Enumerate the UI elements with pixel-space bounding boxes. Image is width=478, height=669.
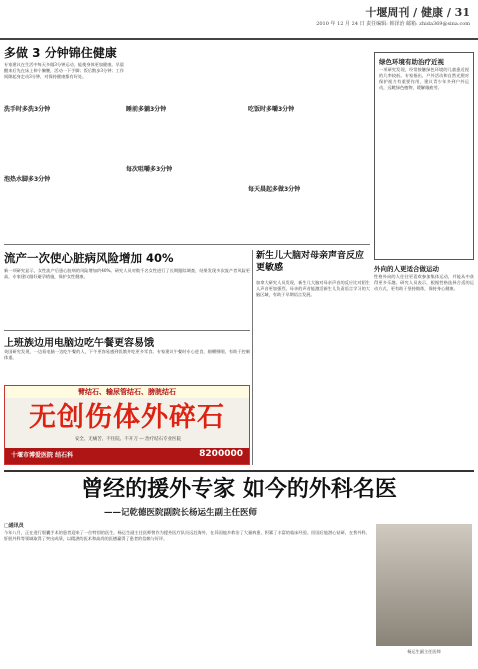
article-lunch-computer [4, 334, 250, 382]
article-headline: 新生儿大脑对母亲声音反应更敏感 [256, 251, 365, 273]
article-headline: 上班族边用电脑边吃午餐更容易饿 [4, 338, 154, 349]
sidebar-body: 性格外向的人往往更喜欢参加集体运动，并能从中获得更多乐趣。研究人员表示，根据性格选择合适的运动方式，更有助于坚持锻炼，保持身心健康。 [374, 274, 474, 291]
article-subhead: 泡热水脚多3分钟 [4, 176, 51, 183]
sidebar-title: 绿色环境有助治疗近视 [379, 58, 444, 66]
sidebar-title: 外向的人更适合做运动 [374, 265, 439, 273]
stone-removal-ad[interactable] [4, 385, 250, 465]
feature-headline: 曾经的援外专家 如今的外科名医 [81, 477, 397, 502]
article-newborn-voice [256, 250, 370, 465]
portrait-caption: 杨运生副主任医师 [407, 649, 441, 654]
column-divider [252, 250, 253, 465]
article-subhead: 洗手时多洗3分钟 [4, 106, 51, 113]
sidebar-body: 一项研究发现，经常接触绿色环境的儿童患近视的几率较低。专家指出，户外活动和自然光照对保护视力有重要作用，建议青少年多到户外运动，远眺绿色植物，缓解眼疲劳。 [379, 67, 469, 90]
article-miscarriage [4, 250, 250, 330]
ad-main-text: 无创伤体外碎石 [29, 402, 225, 433]
article-subhead: 每次咀嚼多3分钟 [126, 166, 173, 173]
sidebar-article [374, 264, 474, 465]
article-headline: 流产一次使心脏病风险增加 40% [4, 251, 174, 265]
ad-bar [5, 448, 249, 464]
divider [4, 244, 370, 245]
issue-meta: 2010 年 12 月 24 日 责任编辑: 韩泽治 邮箱: zhida369@sina.com [316, 21, 470, 27]
section-title: 十堰周刊 / 健康 / 31 [365, 6, 470, 19]
ad-phone: 8200000 [199, 449, 243, 459]
article-headline: 多做 3 分钟锦住健康 [4, 46, 117, 60]
feature-byline: □通讯员 [4, 523, 24, 529]
sidebar-box [374, 52, 474, 260]
ad-sub-text: 安全、无痛苦、不住院、不开刀 — 治疗结石专业医院 [74, 437, 182, 442]
divider-thick [4, 470, 474, 472]
ad-top-line: 臂结石、输尿管结石、膀胱结石 [5, 386, 249, 398]
doctor-portrait [376, 524, 472, 646]
article-subhead: 每天晨起多做3分钟 [248, 186, 301, 193]
article-three-minutes [4, 44, 370, 244]
ad-bar-text: 十堰市博爱医院 结石科 [11, 452, 74, 459]
article-subhead: 吃饭时多嚼3分钟 [248, 106, 295, 113]
feature-subtitle: ——记乾德医院副院长杨运生副主任医师 [104, 508, 258, 518]
masthead [0, 0, 478, 40]
divider [4, 330, 250, 331]
article-body: 新一项研究显示，女性流产后患心脏病的风险增加约40%。研究人员对数千名女性进行了长期跟踪调查，结果发现多次流产者风险更高，专家建议做好避孕措施，保护女性健康。 [4, 268, 250, 279]
feature-body: 今年八月，正在进行胆囊手术的患者迎来了一位特别的医生。杨运生副主任医师曾作为援外医疗队员远赴海外，在异国他乡救治了大量病患，积累了丰富的临床经验。回国后他潜心钻研，在普外科、肝胆外科等领域取得了突出成绩，以精湛的医术和高尚的医德赢得了患者的信赖与好评。 [4, 530, 370, 541]
article-subhead: 睡前多躺3分钟 [126, 106, 167, 113]
article-body: 英国研究发现，一边看电脑一边吃午餐的人，下午更容易感到饥饿并吃更多零食。专家建议午餐时专心进食，细嚼慢咽，有助于控制体重。 [4, 349, 250, 360]
article-body: 专家建议在生活中每天多做3分钟运动，能使身体更加健康。早晨醒来后先在床上伸个懒腰，活动一下手脚；饭后散步3分钟；工作间隙起身走动3分钟，对保持健康都有好处。 [4, 62, 124, 79]
article-body: 加拿大研究人员发现，新生儿大脑对母亲声音的反应比对陌生人声音更加强烈，母亲的声音能激活新生儿负责语言学习的大脑区域，有助于早期语言发展。 [256, 280, 370, 297]
